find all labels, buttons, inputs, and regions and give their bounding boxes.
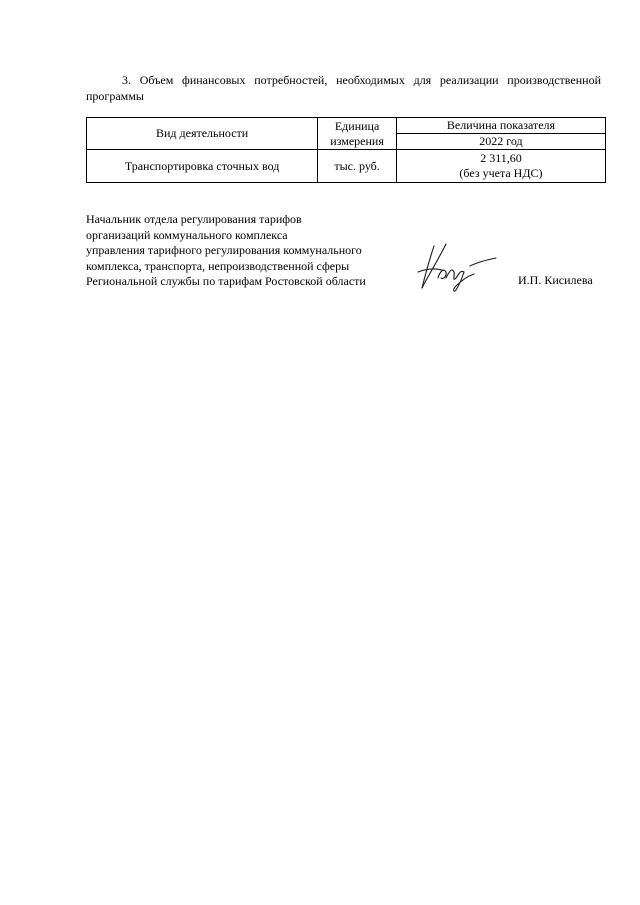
header-year: 2022 год — [396, 134, 605, 150]
header-activity: Вид деятельности — [87, 118, 318, 150]
position-line: Начальник отдела регулирования тарифов — [86, 212, 302, 226]
cell-value — [396, 150, 605, 183]
position-line: Региональной службы по тарифам Ростовской области — [86, 274, 366, 288]
signatory-position — [86, 212, 366, 290]
handwritten-signature — [412, 238, 502, 296]
cell-unit: тыс. руб. — [318, 150, 397, 183]
table-row — [87, 150, 606, 183]
cell-activity: Транспортировка сточных вод — [87, 150, 318, 183]
header-unit: Единица измерения — [318, 118, 397, 150]
financial-needs-table — [86, 117, 606, 183]
position-line: управления тарифного регулирования коммунального — [86, 243, 362, 257]
value-note: (без учета НДС) — [459, 166, 543, 180]
header-indicator: Величина показателя — [396, 118, 605, 134]
section-heading: 3. Объем финансовых потребностей, необходимых для реализации производственной программы — [86, 73, 601, 103]
position-line: комплекса, транспорта, непроизводственной сферы — [86, 258, 350, 273]
value-amount: 2 311,60 — [480, 151, 522, 165]
signer-name: И.П. Кисилева — [518, 273, 593, 287]
position-line: организаций коммунального комплекса — [86, 227, 288, 242]
